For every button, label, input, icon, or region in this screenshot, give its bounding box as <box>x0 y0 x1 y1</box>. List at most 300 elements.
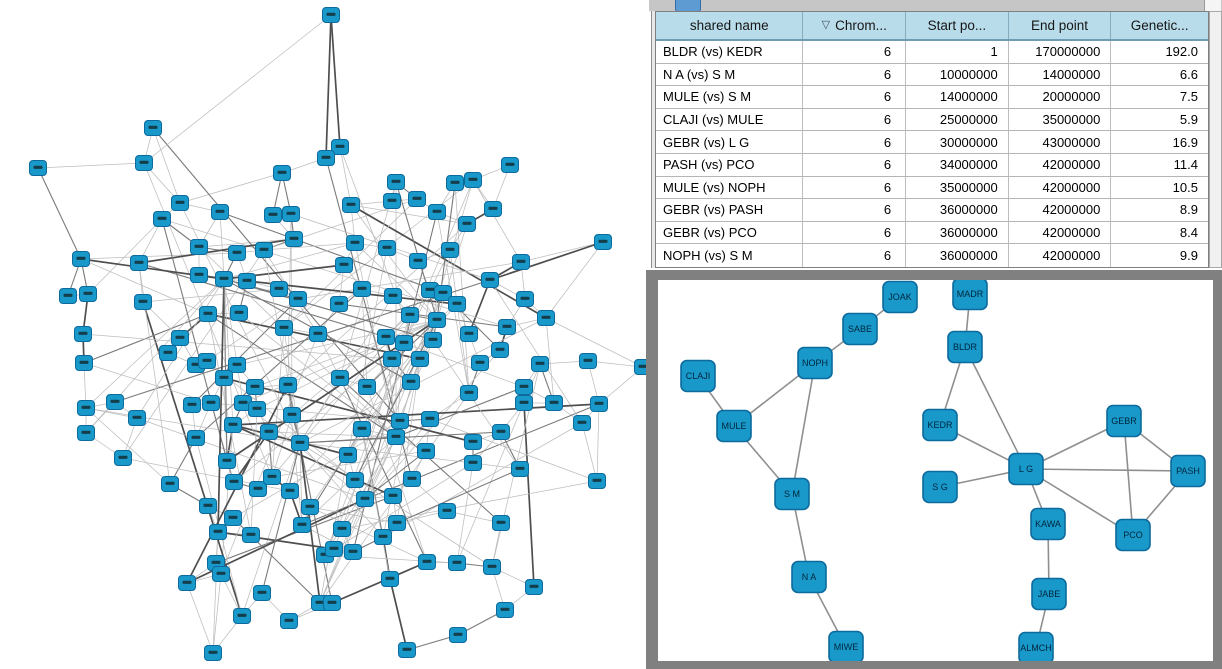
graph-node[interactable] <box>261 425 278 440</box>
graph-node[interactable] <box>184 398 201 413</box>
table-cell[interactable]: 42000000 <box>1009 177 1112 199</box>
node-label-smudge <box>133 416 142 419</box>
graph-node[interactable] <box>271 282 288 297</box>
graph-node[interactable] <box>591 397 608 412</box>
graph-node[interactable] <box>243 528 260 543</box>
column-header-1[interactable] <box>803 12 906 39</box>
node-label-smudge <box>382 335 391 338</box>
graph-node[interactable] <box>1171 456 1205 487</box>
node-label-smudge <box>229 423 238 426</box>
graph-node[interactable] <box>532 357 549 372</box>
graph-node[interactable] <box>482 273 499 288</box>
graph-node[interactable] <box>513 255 530 270</box>
node-label-smudge <box>176 336 185 339</box>
graph-edge <box>331 15 340 147</box>
graph-node[interactable] <box>162 477 179 492</box>
node-label-smudge <box>469 440 478 443</box>
graph-node[interactable] <box>318 151 335 166</box>
node-label-smudge <box>229 516 238 519</box>
node-label-smudge <box>506 163 515 166</box>
graph-node[interactable] <box>923 472 957 503</box>
graph-node[interactable] <box>172 331 189 346</box>
graph-node[interactable] <box>389 516 406 531</box>
graph-node[interactable] <box>459 217 476 232</box>
table-cell[interactable]: 35000000 <box>1009 109 1112 131</box>
graph-node[interactable] <box>410 254 427 269</box>
graph-node[interactable] <box>274 166 291 181</box>
node-label-smudge <box>403 648 412 651</box>
graph-node[interactable] <box>492 343 509 358</box>
node-label-smudge <box>386 577 395 580</box>
node-label-smudge <box>453 561 462 564</box>
graph-edge <box>582 423 597 481</box>
graph-node[interactable] <box>472 356 489 371</box>
graph-node[interactable] <box>681 361 715 392</box>
graph-node[interactable] <box>203 396 220 411</box>
node-label-smudge <box>183 581 192 584</box>
table-cell[interactable]: GEBR (vs) L G <box>656 131 803 153</box>
node-label-smudge <box>433 318 442 321</box>
node-label-smudge <box>406 313 415 316</box>
table-cell[interactable]: 34000000 <box>906 154 1009 176</box>
table-cell[interactable]: MULE (vs) NOPH <box>656 177 803 199</box>
table-cell[interactable]: 14000000 <box>1009 64 1112 86</box>
graph-node[interactable] <box>375 530 392 545</box>
node-label-smudge <box>330 547 339 550</box>
graph-node[interactable] <box>392 414 409 429</box>
graph-node[interactable] <box>359 380 376 395</box>
graph-node[interactable] <box>310 327 327 342</box>
table-row[interactable] <box>656 41 1208 64</box>
table-cell[interactable]: 20000000 <box>1009 86 1112 108</box>
graph-node[interactable] <box>294 518 311 533</box>
graph-node[interactable] <box>210 525 227 540</box>
graph-node[interactable] <box>493 425 510 440</box>
graph-node[interactable] <box>334 522 351 537</box>
node-label-smudge <box>296 441 305 444</box>
graph-node[interactable] <box>115 451 132 466</box>
graph-node[interactable] <box>399 643 416 658</box>
graph-node[interactable] <box>384 194 401 209</box>
node-label-smudge <box>230 480 239 483</box>
graph-node[interactable] <box>281 614 298 629</box>
graph-node[interactable] <box>200 499 217 514</box>
graph-node[interactable] <box>135 295 152 310</box>
graph-node[interactable] <box>829 632 863 662</box>
graph-node[interactable] <box>107 395 124 410</box>
graph-node[interactable] <box>160 346 177 361</box>
table-cell[interactable]: 43000000 <box>1009 131 1112 153</box>
graph-node[interactable] <box>948 332 982 363</box>
node-label-smudge <box>599 240 608 243</box>
graph-edge <box>213 574 221 653</box>
node-label-smudge <box>336 376 345 379</box>
node-label-smudge <box>392 435 401 438</box>
node-label-smudge <box>379 535 388 538</box>
graph-node[interactable] <box>1032 579 1066 610</box>
graph-edge <box>300 437 396 443</box>
node-label-smudge <box>195 273 204 276</box>
graph-node[interactable] <box>538 311 555 326</box>
table-cell[interactable]: 6 <box>803 154 906 176</box>
node-label-smudge <box>188 403 197 406</box>
graph-node[interactable] <box>145 121 162 136</box>
table-cell[interactable]: MULE (vs) S M <box>656 86 803 108</box>
toolbar-strip <box>649 0 1222 11</box>
graph-node[interactable] <box>404 472 421 487</box>
graph-edge <box>1026 469 1188 471</box>
graph-node[interactable] <box>843 314 877 345</box>
graph-node[interactable] <box>249 402 266 417</box>
node-label-smudge <box>584 359 593 362</box>
graph-node[interactable] <box>775 479 809 510</box>
graph-node[interactable] <box>80 287 97 302</box>
graph-node[interactable] <box>502 158 519 173</box>
graph-node[interactable] <box>200 307 217 322</box>
node-label-smudge <box>351 478 360 481</box>
table-cell[interactable]: 6 <box>803 109 906 131</box>
table-cell[interactable]: 14000000 <box>906 86 1009 108</box>
table-cell[interactable]: N A (vs) S M <box>656 64 803 86</box>
table-cell[interactable]: 6 <box>803 41 906 63</box>
graph-node[interactable] <box>385 489 402 504</box>
graph-node[interactable] <box>239 274 256 289</box>
graph-node[interactable] <box>75 327 92 342</box>
graph-node[interactable] <box>286 232 303 247</box>
table-row[interactable] <box>656 131 1208 154</box>
node-label-smudge <box>454 633 463 636</box>
graph-node[interactable] <box>225 511 242 526</box>
table-cell[interactable]: 36000000 <box>906 244 1009 267</box>
graph-node[interactable] <box>357 492 374 507</box>
graph-node[interactable] <box>449 556 466 571</box>
graph-node[interactable] <box>580 354 597 369</box>
graph-node[interactable] <box>497 603 514 618</box>
node-label-smudge <box>516 467 525 470</box>
table-row[interactable] <box>656 64 1208 87</box>
graph-node[interactable] <box>717 411 751 442</box>
graph-node[interactable] <box>229 358 246 373</box>
graph-node[interactable] <box>30 161 47 176</box>
graph-node[interactable] <box>403 375 420 390</box>
node-label-smudge <box>82 406 91 409</box>
graph-edge <box>153 128 180 203</box>
table-cell[interactable]: GEBR (vs) PASH <box>656 199 803 221</box>
column-header-0[interactable] <box>656 12 803 39</box>
graph-node[interactable] <box>188 431 205 446</box>
graph-node[interactable] <box>409 192 426 207</box>
table-cell[interactable]: PASH (vs) PCO <box>656 154 803 176</box>
node-label-smudge <box>520 401 529 404</box>
graph-node[interactable] <box>216 371 233 386</box>
table-cell[interactable]: 6 <box>803 64 906 86</box>
table-scrollbar[interactable] <box>1209 11 1222 268</box>
node-label: CLAJI <box>685 371 711 381</box>
graph-node[interactable] <box>465 173 482 188</box>
table-cell[interactable]: 42000000 <box>1009 154 1112 176</box>
node-label-smudge <box>469 461 478 464</box>
graph-node[interactable] <box>1009 454 1043 485</box>
table-cell[interactable]: 42000000 <box>1009 244 1112 267</box>
node-label-smudge <box>140 161 149 164</box>
table-cell[interactable]: 11.4 <box>1173 157 1198 173</box>
node-label: BLDR <box>952 342 978 352</box>
graph-node[interactable] <box>205 646 222 661</box>
graph-node[interactable] <box>247 380 264 395</box>
node-label-smudge <box>306 505 315 508</box>
graph-node[interactable] <box>1019 633 1053 662</box>
graph-node[interactable] <box>396 336 413 351</box>
table-cell[interactable]: 10000000 <box>906 64 1009 86</box>
graph-node[interactable] <box>331 297 348 312</box>
graph-node[interactable] <box>422 412 439 427</box>
graph-node[interactable] <box>589 474 606 489</box>
table-row[interactable] <box>656 244 1208 267</box>
graph-node[interactable] <box>292 436 309 451</box>
graph-node[interactable] <box>461 327 478 342</box>
column-header-3[interactable] <box>1009 12 1112 39</box>
graph-node[interactable] <box>336 258 353 273</box>
table-cell[interactable]: 6.6 <box>1179 66 1198 82</box>
graph-node[interactable] <box>280 378 297 393</box>
graph-node[interactable] <box>439 504 456 519</box>
graph-node[interactable] <box>302 500 319 515</box>
table-cell[interactable]: 8.4 <box>1179 225 1198 241</box>
graph-node[interactable] <box>282 484 299 499</box>
graph-node[interactable] <box>212 205 229 220</box>
graph-node[interactable] <box>354 282 371 297</box>
graph-node[interactable] <box>332 371 349 386</box>
table-cell[interactable]: 16.9 <box>1172 134 1198 150</box>
node-label-smudge <box>497 521 506 524</box>
graph-node[interactable] <box>231 306 248 321</box>
node-label: ALMCH <box>1020 643 1052 653</box>
graph-node[interactable] <box>179 576 196 591</box>
graph-node[interactable] <box>385 289 402 304</box>
graph-node[interactable] <box>345 545 362 560</box>
graph-node[interactable] <box>129 411 146 426</box>
table-cell[interactable]: 6 <box>803 244 906 267</box>
graph-node[interactable] <box>447 176 464 191</box>
table-cell[interactable]: 192.0 <box>1165 44 1198 60</box>
graph-node[interactable] <box>512 462 529 477</box>
node-label-smudge <box>328 601 337 604</box>
column-header-4[interactable] <box>1111 12 1208 39</box>
table-cell[interactable]: 36000000 <box>906 199 1009 221</box>
table-cell[interactable]: 5.9 <box>1179 112 1198 128</box>
node-label-smudge <box>383 246 392 249</box>
table-cell[interactable]: 6 <box>803 177 906 199</box>
table-row[interactable] <box>656 177 1208 200</box>
graph-node[interactable] <box>442 243 459 258</box>
graph-node[interactable] <box>517 292 534 307</box>
table-cell[interactable]: 25000000 <box>906 109 1009 131</box>
graph-node[interactable] <box>485 202 502 217</box>
graph-node[interactable] <box>546 396 563 411</box>
graph-node[interactable] <box>493 516 510 531</box>
graph-node[interactable] <box>154 212 171 227</box>
graph-node[interactable] <box>78 401 95 416</box>
graph-node[interactable] <box>213 567 230 582</box>
graph-node[interactable] <box>73 252 90 267</box>
node-label-smudge <box>119 456 128 459</box>
table-row[interactable] <box>656 199 1208 222</box>
graph-node[interactable] <box>229 246 246 261</box>
graph-node[interactable] <box>429 205 446 220</box>
graph-node[interactable] <box>131 256 148 271</box>
graph-node[interactable] <box>284 408 301 423</box>
graph-node[interactable] <box>418 444 435 459</box>
graph-node[interactable] <box>412 352 429 367</box>
node-label-smudge <box>338 527 347 530</box>
graph-node[interactable] <box>388 175 405 190</box>
graph-node[interactable] <box>595 235 612 250</box>
table-cell[interactable]: 1 <box>906 41 1009 63</box>
graph-node[interactable] <box>340 448 357 463</box>
graph-node[interactable] <box>1116 520 1150 551</box>
table-cell[interactable]: 36000000 <box>906 222 1009 244</box>
table-row[interactable] <box>656 222 1208 245</box>
graph-node[interactable] <box>449 297 466 312</box>
graph-node[interactable] <box>254 586 271 601</box>
node-label-smudge <box>260 248 269 251</box>
graph-node[interactable] <box>388 430 405 445</box>
table-cell[interactable]: 30000000 <box>906 131 1009 153</box>
graph-node[interactable] <box>1107 406 1141 437</box>
graph-node[interactable] <box>953 280 987 310</box>
graph-node[interactable] <box>326 542 343 557</box>
table-cell[interactable]: 6 <box>803 222 906 244</box>
table-cell[interactable]: 6 <box>803 86 906 108</box>
graph-node[interactable] <box>465 456 482 471</box>
graph-node[interactable] <box>923 410 957 441</box>
table-cell[interactable]: NOPH (vs) S M <box>656 244 803 267</box>
graph-node[interactable] <box>516 380 533 395</box>
graph-node[interactable] <box>191 268 208 283</box>
graph-node[interactable] <box>264 470 281 485</box>
graph-node[interactable] <box>347 473 364 488</box>
small-network-view[interactable] <box>658 280 1213 661</box>
small-network-canvas[interactable] <box>658 280 1213 661</box>
graph-node[interactable] <box>384 352 401 367</box>
graph-node[interactable] <box>234 609 251 624</box>
graph-node[interactable] <box>323 8 340 23</box>
node-label-smudge <box>223 459 232 462</box>
graph-node[interactable] <box>402 308 419 323</box>
column-header-label: Genetic... <box>1130 18 1189 33</box>
graph-node[interactable] <box>219 454 236 469</box>
graph-node[interactable] <box>379 241 396 256</box>
graph-node[interactable] <box>324 596 341 611</box>
graph-node[interactable] <box>516 396 533 411</box>
node-label-smudge <box>220 376 229 379</box>
graph-node[interactable] <box>136 156 153 171</box>
node-label-smudge <box>203 359 212 362</box>
graph-node[interactable] <box>526 580 543 595</box>
node-label-smudge <box>254 487 263 490</box>
graph-node[interactable] <box>76 356 93 371</box>
node-label: S G <box>932 482 948 492</box>
node-label-smudge <box>314 332 323 335</box>
graph-node[interactable] <box>425 333 442 348</box>
graph-node[interactable] <box>276 321 293 336</box>
table-cell[interactable]: 8.9 <box>1179 202 1198 218</box>
graph-node[interactable] <box>199 354 216 369</box>
graph-node[interactable] <box>347 236 364 251</box>
graph-node[interactable] <box>450 628 467 643</box>
table-row[interactable] <box>656 86 1208 109</box>
table-cell[interactable]: GEBR (vs) PCO <box>656 222 803 244</box>
node-label-smudge <box>251 385 260 388</box>
node-label-smudge <box>396 419 405 422</box>
graph-edge <box>310 507 397 523</box>
graph-node[interactable] <box>798 348 832 379</box>
graph-node[interactable] <box>635 360 647 375</box>
graph-node[interactable] <box>382 572 399 587</box>
graph-node[interactable] <box>574 416 591 431</box>
graph-node[interactable] <box>419 555 436 570</box>
graph-node[interactable] <box>172 196 189 211</box>
graph-node[interactable] <box>265 208 282 223</box>
graph-node[interactable] <box>78 426 95 441</box>
table-cell[interactable]: 7.5 <box>1179 89 1198 105</box>
graph-node[interactable] <box>256 243 273 258</box>
table-cell[interactable]: CLAJI (vs) MULE <box>656 109 803 131</box>
node-label-smudge <box>280 326 289 329</box>
node-label-smudge <box>520 385 529 388</box>
graph-node[interactable] <box>226 475 243 490</box>
table-cell[interactable]: 35000000 <box>906 177 1009 199</box>
graph-node[interactable] <box>484 560 501 575</box>
node-label-smudge <box>135 261 144 264</box>
table-cell[interactable]: 170000000 <box>1009 41 1112 63</box>
table-row[interactable] <box>656 154 1208 177</box>
table-cell[interactable]: 42000000 <box>1009 222 1112 244</box>
graph-node[interactable] <box>461 386 478 401</box>
graph-edge <box>332 562 427 603</box>
graph-node[interactable] <box>429 313 446 328</box>
table-cell[interactable]: 10.5 <box>1172 179 1198 195</box>
node-label-smudge <box>439 291 448 294</box>
node-label-smudge <box>220 277 229 280</box>
graph-node[interactable] <box>354 422 371 437</box>
graph-node[interactable] <box>1031 509 1065 540</box>
graph-node[interactable] <box>883 282 917 313</box>
graph-node[interactable] <box>216 272 233 287</box>
graph-node[interactable] <box>499 320 516 335</box>
graph-node[interactable] <box>343 198 360 213</box>
small-network-panel <box>646 270 1222 669</box>
filter-icon[interactable]: ▽ <box>821 19 831 31</box>
table-cell[interactable]: 42000000 <box>1009 199 1112 221</box>
graph-node[interactable] <box>283 207 300 222</box>
table-cell[interactable]: BLDR (vs) KEDR <box>656 41 803 63</box>
graph-node[interactable] <box>290 292 307 307</box>
table-cell[interactable]: 9.9 <box>1179 248 1198 264</box>
graph-node[interactable] <box>792 562 826 593</box>
graph-node[interactable] <box>465 435 482 450</box>
column-header-label: shared name <box>689 18 769 33</box>
graph-node[interactable] <box>378 330 395 345</box>
graph-node[interactable] <box>225 418 242 433</box>
column-header-2[interactable] <box>906 12 1009 39</box>
node-label-smudge <box>164 351 173 354</box>
graph-node[interactable] <box>60 289 77 304</box>
table-cell[interactable]: 6 <box>803 199 906 221</box>
table-row[interactable] <box>656 109 1208 132</box>
table-cell[interactable]: 6 <box>803 131 906 153</box>
graph-node[interactable] <box>191 240 208 255</box>
